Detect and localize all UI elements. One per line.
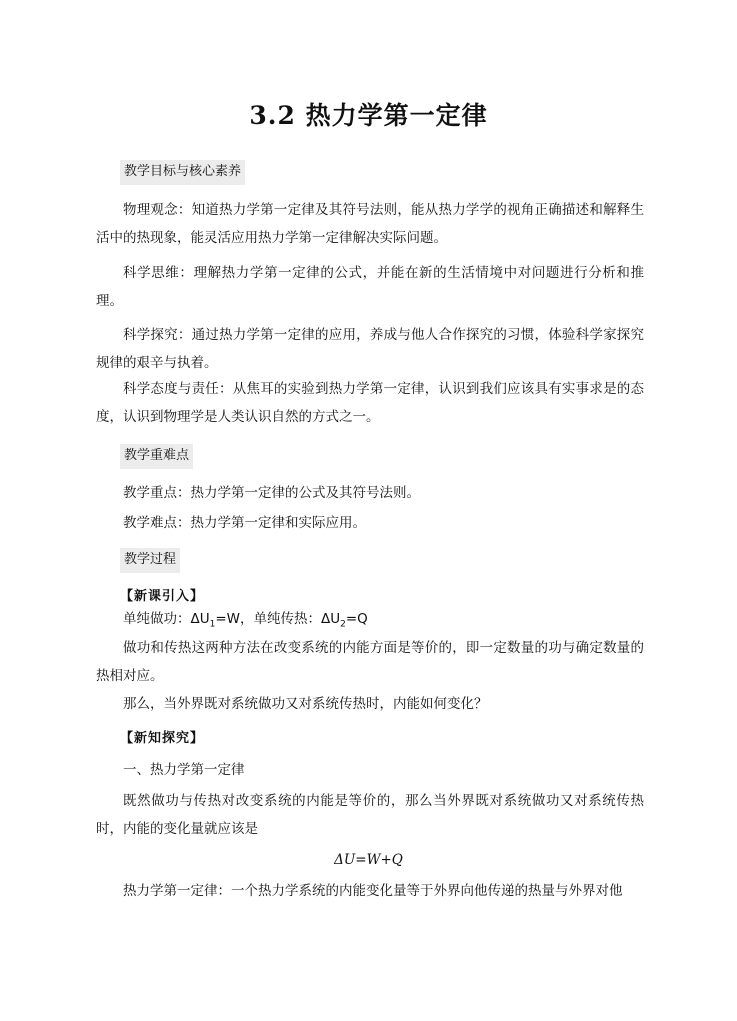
teaching-focus: 教学重点：热力学第一定律的公式及其符号法则。 — [123, 485, 420, 501]
section-keypoints: 教学重难点 — [120, 444, 193, 469]
work-text: 单纯做功：ΔU — [123, 611, 210, 627]
heading-first-law: 一、热力学第一定律 — [123, 762, 245, 778]
objective-scientific-thinking: 科学思维：理解热力学第一定律的公式，并能在新的生活情境中对问题进行分析和推理。 — [96, 265, 644, 309]
objective-physics-concept: 物理观念：知道热力学第一定律及其符号法则，能从热力学学的视角正确描述和解释生活中的热现象，能灵活应用热力学第一定律解决实际问题。 — [96, 202, 644, 246]
page-title: 3.2 热力学第一定律 — [249, 101, 488, 130]
first-law-statement: 热力学第一定律：一个热力学系统的内能变化量等于外界向他传递的热量与外界对他 — [123, 883, 623, 899]
heat-subscript: 2 — [340, 619, 346, 630]
question-paragraph: 那么，当外界既对系统做功又对系统传热时，内能如何变化？ — [123, 696, 488, 712]
work-heat-formulas — [96, 609, 644, 635]
work-subscript: 1 — [209, 619, 216, 630]
new-knowledge-tag: 【新知探究】 — [120, 731, 205, 746]
heat-value: =Q — [345, 611, 368, 627]
new-lesson-intro-tag: 【新课引入】 — [120, 589, 205, 604]
first-law-formula: ΔU=W+Q — [334, 852, 403, 868]
objective-scientific-inquiry: 科学探究：通过热力学第一定律的应用，养成与他人合作探究的习惯，体验科学家探究规律的艰辛与执着。 — [96, 327, 644, 371]
section-process: 教学过程 — [120, 548, 180, 573]
section-objectives: 教学目标与核心素养 — [120, 160, 245, 185]
equivalence-paragraph: 做功和传热这两种方法在改变系统的内能方面是等价的，即一定数量的功与确定数量的热相对应。 — [96, 640, 644, 684]
heat-text: =W，单纯传热：ΔU — [215, 611, 341, 627]
teaching-difficulty: 教学难点：热力学第一定律和实际应用。 — [123, 515, 366, 531]
since-paragraph: 既然做功与传热对改变系统的内能是等价的，那么当外界既对系统做功又对系统传热时，内能的变化量就应该是 — [96, 793, 644, 837]
objective-attitude-responsibility: 科学态度与责任：从焦耳的实验到热力学第一定律，认识到我们应该具有实事求是的态度，认识到物理学是人类认识自然的方式之一。 — [96, 381, 644, 425]
